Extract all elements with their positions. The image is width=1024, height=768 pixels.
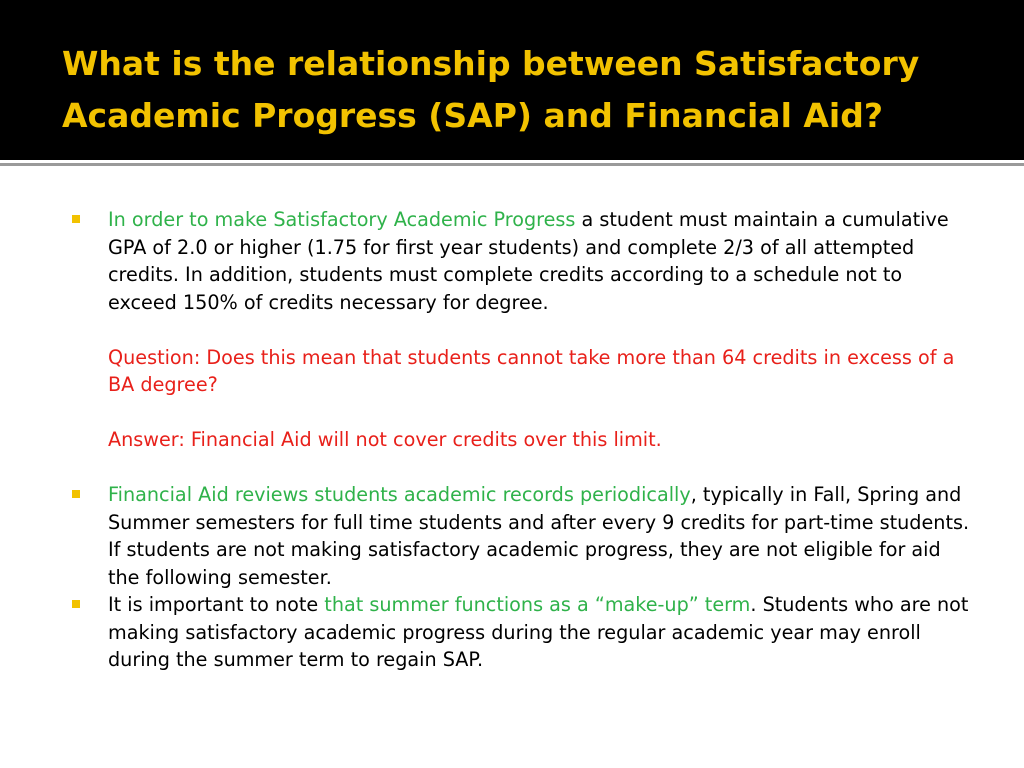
answer-text: Answer: Financial Aid will not cover credits over this limit. xyxy=(108,428,662,451)
spacer xyxy=(108,316,972,344)
bullet-item-records-review xyxy=(72,481,972,591)
square-bullet-icon xyxy=(72,490,80,498)
title-divider xyxy=(0,163,1024,166)
square-bullet-icon xyxy=(72,600,80,608)
bullet-text-after: . Students who are not making satisfactory academic progress during the regular academic year may enroll during the summer term to regain SAP. xyxy=(108,593,969,671)
spacer xyxy=(108,399,972,427)
slide-title: What is the relationship between Satisfactory Academic Progress (SAP) and Financial Aid? xyxy=(62,44,920,135)
bullet-text: a student must maintain a cumulative GPA of 2.0 or higher (1.75 for first year students) and complete 2/3 of all attempted credits. In addition, students must complete credits according to a schedule not to exceed 150% of credits necessary for degree. xyxy=(108,208,949,314)
bullet-text: , typically in Fall, Spring and Summer semesters for full time students and after every 9 credits for part-time students. If students are not making satisfactory academic progress, they are not eligible for aid the following semester. xyxy=(108,483,970,589)
spacer xyxy=(108,454,972,482)
bullet-item-sap-definition xyxy=(72,206,972,481)
slide-body xyxy=(72,206,972,674)
title-bar xyxy=(0,0,1024,160)
square-bullet-icon xyxy=(72,215,80,223)
question-text: Question: Does this mean that students cannot take more than 64 credits in excess of a BA degree? xyxy=(108,345,955,396)
bullet-highlight: In order to make Satisfactory Academic Progress xyxy=(108,208,576,231)
bullet-highlight: that summer functions as a “make-up” term xyxy=(324,593,751,616)
bullet-highlight: Financial Aid reviews students academic records periodically xyxy=(108,483,691,506)
bullet-item-summer-term xyxy=(72,591,972,674)
bullet-text-before: It is important to note xyxy=(108,593,325,616)
